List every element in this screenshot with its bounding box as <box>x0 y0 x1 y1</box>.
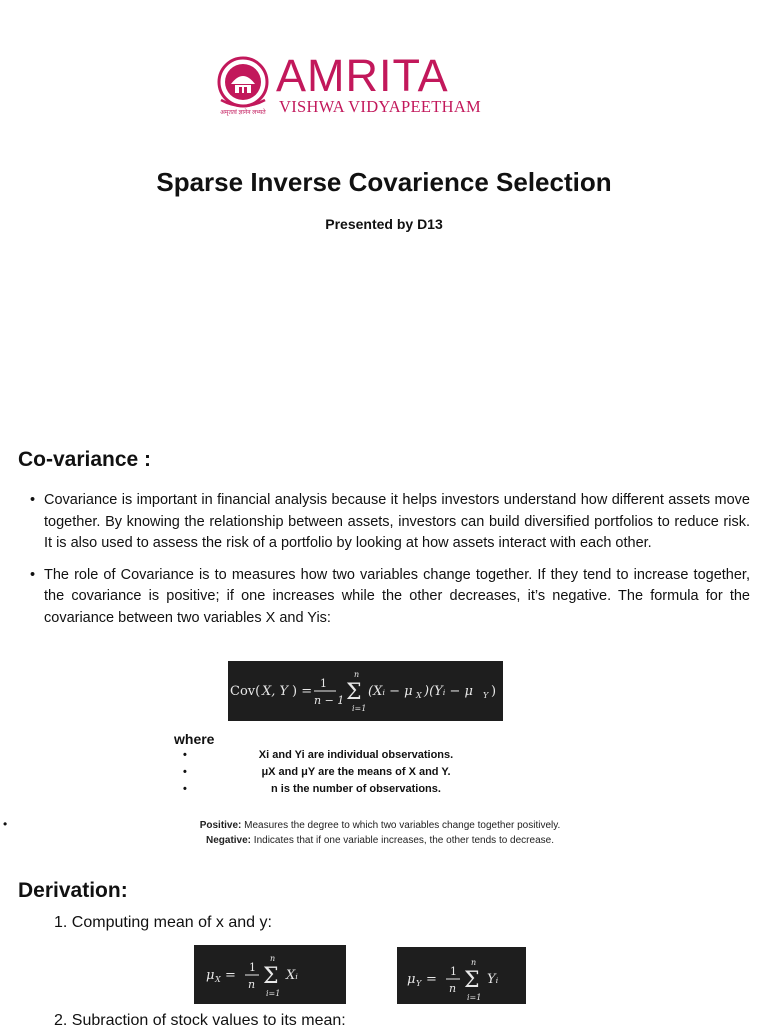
svg-text:X, Y: X, Y <box>262 684 289 699</box>
svg-text:n: n <box>270 954 276 963</box>
svg-text:Σ: Σ <box>263 964 279 989</box>
svg-text:Cov(: Cov( <box>230 684 261 699</box>
negative-label: Negative: <box>206 835 252 846</box>
svg-text:μ: μ <box>407 972 416 987</box>
svg-text:Y: Y <box>416 979 422 988</box>
stray-bullet: • <box>3 817 8 831</box>
positive-label: Positive: <box>199 820 242 831</box>
negative-definition <box>160 833 600 848</box>
where-item: • μX and μY are the means of X and Y. <box>180 764 520 781</box>
svg-text:Y: Y <box>483 691 489 700</box>
where-list <box>180 747 520 798</box>
svg-text:1: 1 <box>249 961 256 974</box>
logo-subtitle: VISHWA VIDYAPEETHAM <box>279 97 482 116</box>
logo-motto: अमृतत्वं ज्ञानेन लभ्यते <box>220 110 266 116</box>
sign-definitions <box>160 818 600 848</box>
covariance-bullet: • Covariance is important in financial analysis because it helps investors understand how different assets move together. By knowing the relationship between assets, investors can build diversified portfolios to reduce risk. It is also used to assess the risk of a portfolio by looking at how assets interact with each other. <box>30 490 750 555</box>
amrita-emblem-icon <box>213 54 273 116</box>
svg-text:n: n <box>471 958 477 967</box>
svg-text:=: = <box>225 968 236 983</box>
svg-text:=: = <box>426 972 437 987</box>
amrita-logo <box>213 52 525 118</box>
covariance-formula <box>228 661 503 721</box>
svg-text:i=1: i=1 <box>467 993 482 1002</box>
svg-text:Yᵢ: Yᵢ <box>487 972 499 987</box>
svg-text:n − 1: n − 1 <box>314 694 345 707</box>
svg-text:n: n <box>354 670 360 679</box>
svg-text:)(Yᵢ − μ: )(Yᵢ − μ <box>424 684 473 699</box>
covariance-heading: Co-variance : <box>18 448 152 471</box>
positive-definition <box>160 818 600 833</box>
where-item: • n is the number of observations. <box>180 781 520 798</box>
presenter-line: Presented by D13 <box>325 216 443 232</box>
where-item: • Xi and Yi are individual observations. <box>180 747 520 764</box>
svg-text:μ: μ <box>206 968 215 983</box>
mean-x-formula <box>194 945 346 1004</box>
logo-wordmark: AMRITA <box>276 50 449 101</box>
covariance-bullet: • The role of Covariance is to measures how two variables change together. If they tend to increase together, the covariance is positive; if one increases while the other decreases, it’s negative. The formula for the covariance between two variables X and Yis: <box>30 565 750 630</box>
page-title: Sparse Inverse Covarience Selection <box>156 167 612 197</box>
svg-text:1: 1 <box>320 677 327 690</box>
svg-text:X: X <box>416 691 422 700</box>
positive-text: Measures the degree to which two variables change together positively. <box>241 820 561 831</box>
where-label: where <box>174 731 215 747</box>
svg-text:n: n <box>248 978 256 991</box>
derivation-heading: Derivation: <box>18 879 128 902</box>
svg-text:Σ: Σ <box>464 968 480 993</box>
svg-text:Xᵢ: Xᵢ <box>286 968 298 983</box>
svg-text:): ) <box>491 684 497 699</box>
svg-text:(Xᵢ − μ: (Xᵢ − μ <box>368 684 413 699</box>
covariance-bullet-list <box>30 490 750 639</box>
svg-text:1: 1 <box>450 965 457 978</box>
derivation-step-2: 2. Subraction of stock values to its mean: <box>54 1012 346 1029</box>
svg-text:) =: ) = <box>292 684 313 699</box>
svg-text:Σ: Σ <box>346 680 362 705</box>
derivation-step-1: 1. Computing mean of x and y: <box>54 914 272 931</box>
svg-text:i=1: i=1 <box>266 989 281 998</box>
svg-text:n: n <box>449 982 457 995</box>
svg-text:X: X <box>215 975 221 984</box>
mean-y-formula <box>397 947 526 1004</box>
negative-text: Indicates that if one variable increases, the other tends to decrease. <box>251 835 554 846</box>
svg-text:i=1: i=1 <box>352 704 367 713</box>
